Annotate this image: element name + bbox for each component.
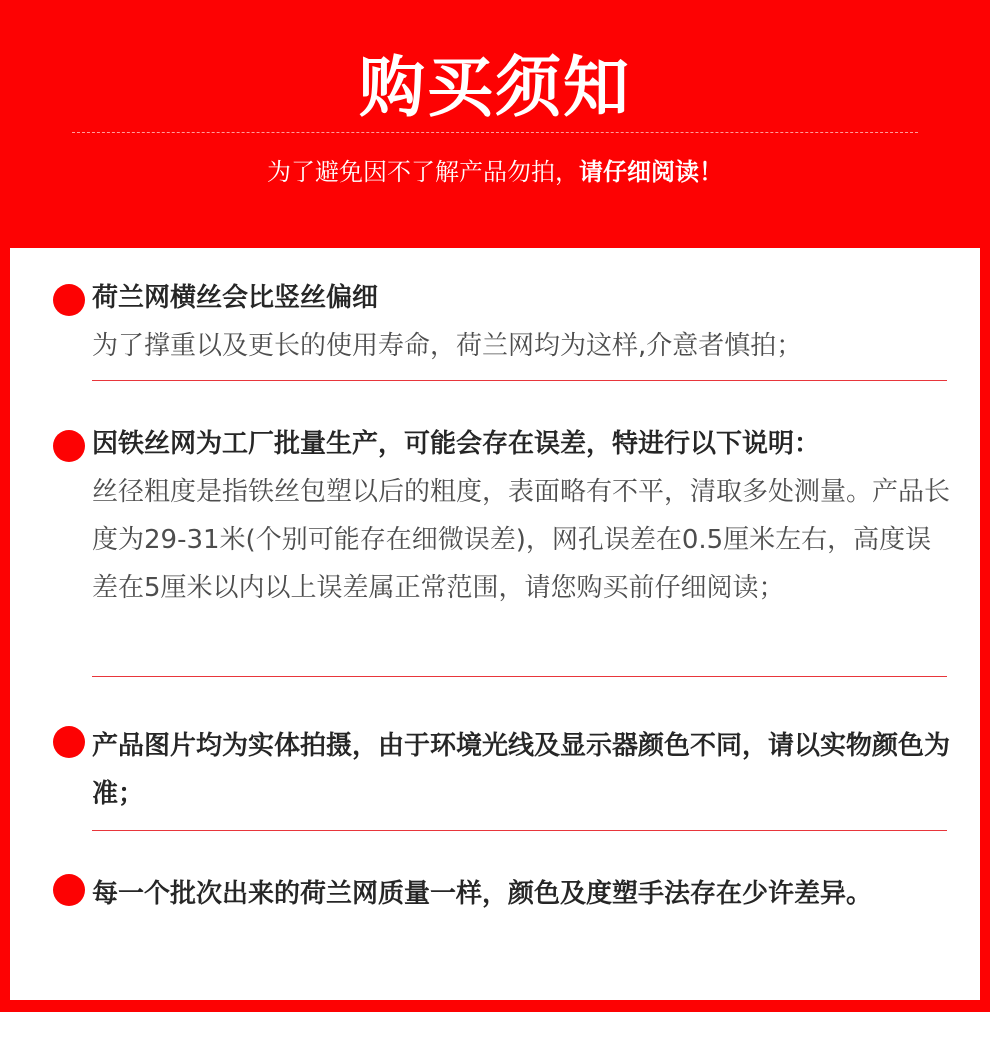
page-title: 购买须知 bbox=[359, 49, 631, 126]
notice-card bbox=[10, 248, 980, 1000]
item-heading: 因铁丝网为工厂批量生产，可能会存在误差，特进行以下说明： bbox=[92, 429, 821, 459]
bullet-dot-icon bbox=[53, 726, 85, 758]
subtitle bbox=[0, 154, 990, 190]
item-divider bbox=[92, 676, 947, 677]
subtitle-bold: 请仔细阅读！ bbox=[579, 158, 723, 186]
bullet-dot-icon bbox=[53, 284, 85, 316]
item-body: 丝径粗度是指铁丝包塑以后的粗度，表面略有不平，清取多处测量。产品长度为29-31米(个别可能存在细微误差)，网孔误差在0.5厘米左右，高度误差在5厘米以内以上误差属正常范围，请您购买前仔细阅读； bbox=[92, 477, 951, 603]
item-heading: 产品图片均为实体拍摄，由于环境光线及显示器颜色不同，请以实物颜色为准； bbox=[92, 731, 951, 809]
bullet-dot-icon bbox=[53, 430, 85, 462]
bullet-dot-icon bbox=[53, 874, 85, 906]
subtitle-normal: 为了避免因不了解产品勿拍， bbox=[267, 158, 579, 186]
item-heading: 每一个批次出来的荷兰网质量一样，颜色及度塑手法存在少许差异。 bbox=[92, 879, 873, 909]
item-body: 为了撑重以及更长的使用寿命，荷兰网均为这样,介意者慎拍； bbox=[92, 331, 803, 361]
item-heading: 荷兰网横丝会比竖丝偏细 bbox=[92, 283, 379, 313]
item-divider bbox=[92, 830, 947, 831]
title-dashed-divider bbox=[72, 132, 918, 133]
item-divider bbox=[92, 380, 947, 381]
